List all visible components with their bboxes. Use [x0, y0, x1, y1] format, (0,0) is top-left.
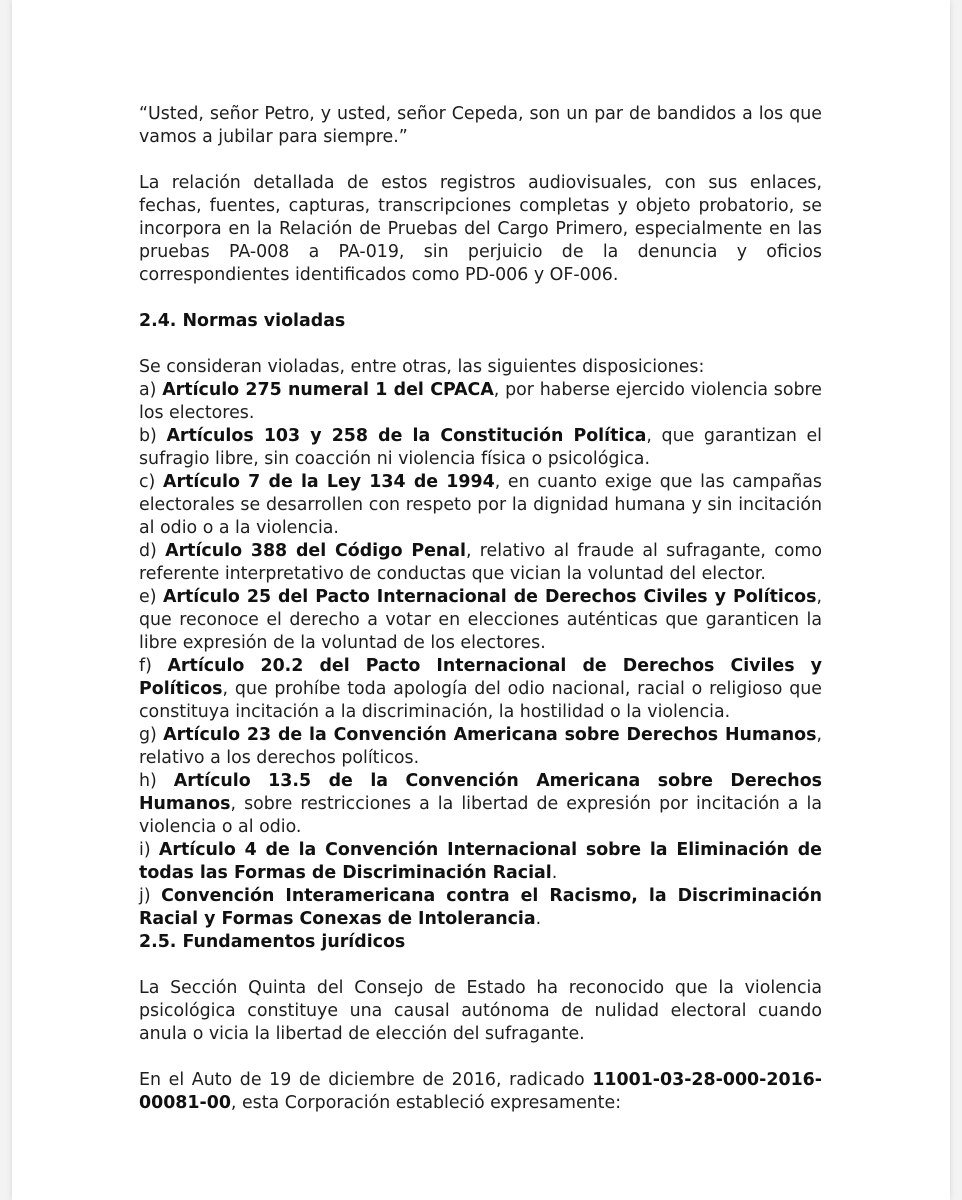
norm-item-text: .	[551, 863, 558, 883]
norm-item-citation: Artículo 7 de la Ley 134 de 1994	[163, 472, 495, 492]
auto-text-before: En el Auto de 19 de diciembre de 2016, radicado	[139, 1070, 593, 1090]
norm-item-text: , que prohíbe toda apología del odio nacional, racial o religioso que constituya incitación a la discriminación, la hostilidad o la violencia.	[139, 679, 822, 722]
norm-item-citation: Artículo 275 numeral 1 del CPACA	[162, 380, 494, 400]
norm-item-prefix: b)	[139, 426, 167, 446]
norm-item-d	[139, 540, 822, 586]
norm-item-text: , en cuanto exige que las campañas electorales se desarrollen con respeto por la dignidad humana y sin incitación al odio o a la violencia.	[139, 472, 822, 538]
auto-text-after: , esta Corporación estableció expresamente:	[230, 1093, 622, 1113]
norm-item-e	[139, 586, 822, 655]
document-page	[12, 0, 950, 1200]
quote-paragraph: “Usted, señor Petro, y usted, señor Cepeda, son un par de bandidos a los que vamos a jubilar para siempre.”	[139, 104, 822, 147]
norm-item-c	[139, 471, 822, 540]
auto-case-number: 11001-03-28-000-2016-00081-00	[139, 1070, 822, 1113]
paragraph-gap	[139, 954, 822, 977]
norm-item-prefix: c)	[139, 472, 164, 492]
relation-paragraph: La relación detallada de estos registros audiovisuales, con sus enlaces, fechas, fuentes, capturas, transcripciones completas y objeto probatorio, se incorpora en la Relación de Pruebas del Cargo Primero, especialmente en las pruebas PA-008 a PA-019, sin perjuicio de la denuncia y oficios correspondientes identificados como PD-006 y OF-006.	[139, 173, 822, 285]
norm-item-j	[139, 885, 822, 931]
section-heading-2-5: 2.5. Fundamentos jurídicos	[139, 932, 406, 952]
norm-item-citation: Artículo 25 del Pacto Internacional de Derechos Civiles y Políticos	[162, 587, 817, 607]
norm-item-prefix: g)	[139, 725, 164, 745]
norm-item-prefix: j)	[139, 886, 162, 906]
norms-intro: Se consideran violadas, entre otras, las siguientes disposiciones:	[139, 357, 705, 377]
norm-item-text: , sobre restricciones a la libertad de expresión por incitación a la violencia o al odio.	[139, 794, 822, 837]
norm-item-i	[139, 839, 822, 885]
consejo-paragraph: La Sección Quinta del Consejo de Estado ha reconocido que la violencia psicológica constituye una causal autónoma de nulidad electoral cuando anula o vicia la libertad de elección del sufragante.	[139, 978, 822, 1044]
norm-item-prefix: h)	[139, 771, 174, 791]
paragraph-gap	[139, 149, 822, 172]
section-heading-2-4: 2.4. Normas violadas	[139, 311, 346, 331]
norm-item-prefix: d)	[139, 541, 166, 561]
norm-item-text: , relativo a los derechos políticos.	[139, 725, 822, 768]
norm-item-text: , que reconoce el derecho a votar en elecciones auténticas que garanticen la libre expresión de la voluntad de los electores.	[139, 587, 822, 653]
paragraph-gap	[139, 1046, 822, 1069]
norm-item-prefix: f)	[139, 656, 168, 676]
auto-paragraph	[139, 1069, 822, 1115]
norm-item-citation: Artículo 23 de la Convención Americana sobre Derechos Humanos	[163, 725, 817, 745]
norm-item-citation: Artículos 103 y 258 de la Constitución Política	[166, 426, 647, 446]
norm-item-b	[139, 425, 822, 471]
norm-item-text: .	[535, 909, 542, 929]
norm-item-prefix: e)	[139, 587, 163, 607]
paragraph-gap	[139, 287, 822, 310]
paragraph-gap	[139, 333, 822, 356]
norm-item-h	[139, 770, 822, 839]
norm-item-a	[139, 379, 822, 425]
norm-item-citation: Artículo 13.5 de la Convención Americana sobre Derechos Humanos	[139, 771, 822, 814]
document-body	[139, 103, 822, 1115]
norm-item-citation: Artículo 4 de la Convención Internacional sobre la Eliminación de todas las Formas de Discriminación Racial	[139, 840, 822, 883]
norm-item-citation: Artículo 20.2 del Pacto Internacional de Derechos Civiles y Políticos	[139, 656, 822, 699]
norm-item-citation: Artículo 388 del Código Penal	[165, 541, 466, 561]
norm-item-citation: Convención Interamericana contra el Racismo, la Discriminación Racial y Formas Conexas de Intolerancia	[139, 886, 822, 929]
norm-item-prefix: a)	[139, 380, 163, 400]
norm-item-text: , relativo al fraude al sufragante, como referente interpretativo de conductas que vician la voluntad del elector.	[139, 541, 822, 584]
norm-item-text: , que garantizan el sufragio libre, sin coacción ni violencia física o psicológica.	[139, 426, 823, 469]
norm-item-text: , por haberse ejercido violencia sobre los electores.	[139, 380, 822, 423]
norm-item-f	[139, 655, 822, 724]
norm-item-prefix: i)	[139, 840, 159, 860]
norm-item-g	[139, 724, 822, 770]
